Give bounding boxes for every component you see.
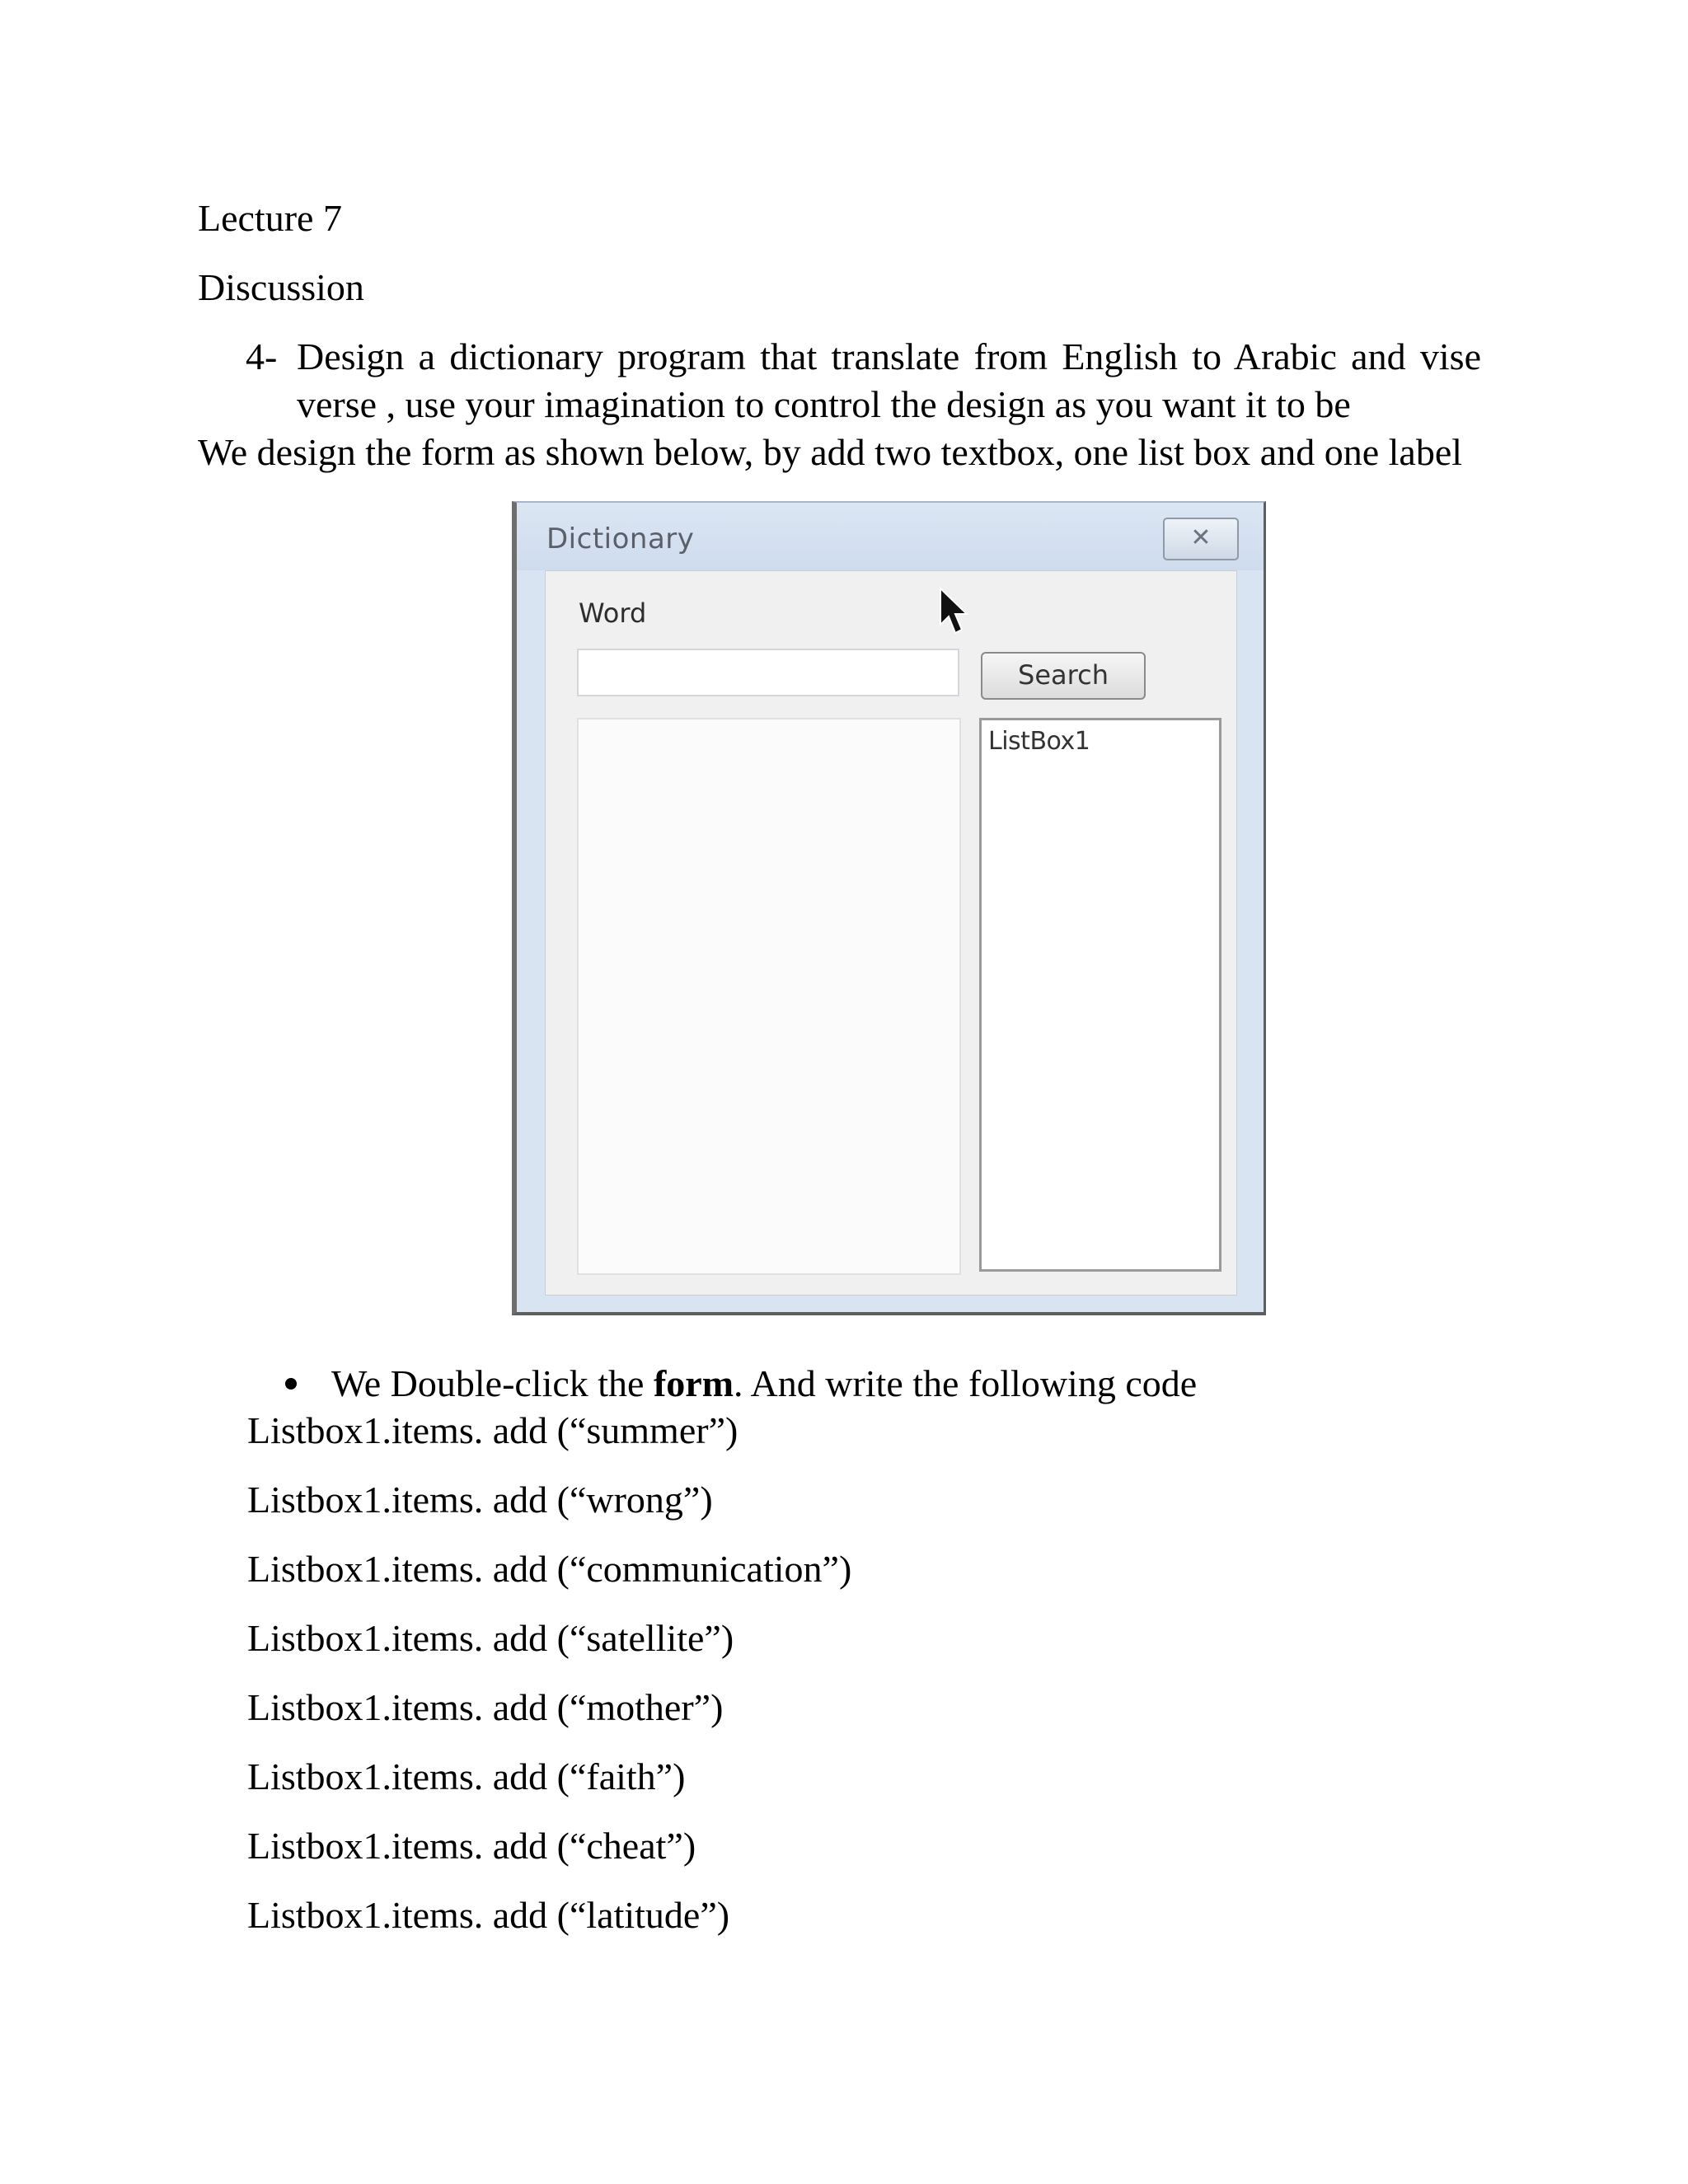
bullet-prefix: We Double-click the	[331, 1362, 654, 1404]
code-line: Listbox1.items. add (“communication”)	[247, 1548, 852, 1590]
dictionary-form-screenshot	[512, 501, 1266, 1315]
bullet-line	[331, 1360, 1197, 1408]
word-input[interactable]	[577, 649, 959, 696]
question-line-1: Design a dictionary program that translate from English to Arabic and vise	[297, 335, 1481, 377]
code-line: Listbox1.items. add (“faith”)	[247, 1755, 686, 1797]
code-line: Listbox1.items. add (“satellite”)	[247, 1617, 734, 1659]
code-line: Listbox1.items. add (“mother”)	[247, 1686, 724, 1728]
code-line: Listbox1.items. add (“summer”)	[247, 1409, 738, 1451]
listbox-label: ListBox1	[988, 727, 1090, 756]
bullet-icon	[285, 1378, 297, 1390]
mouse-pointer-icon	[937, 587, 970, 636]
close-button[interactable]	[1163, 518, 1239, 560]
code-line: Listbox1.items. add (“latitude”)	[247, 1894, 730, 1936]
bullet-bold: form	[653, 1362, 734, 1404]
question-number: 4-	[246, 335, 278, 377]
form-title: Dictionary	[546, 523, 695, 555]
code-line: Listbox1.items. add (“cheat”)	[247, 1825, 696, 1867]
intro-paragraph: We design the form as shown below, by add two textbox, one list box and one label	[198, 431, 1463, 473]
word-label: Word	[579, 598, 647, 629]
bullet-suffix: . And write the following code	[734, 1362, 1198, 1404]
listbox1[interactable]	[979, 718, 1221, 1272]
question-line-2: verse , use your imagination to control the design as you want it to be	[297, 383, 1351, 425]
meaning-textbox[interactable]	[577, 718, 961, 1275]
section-title: Discussion	[198, 266, 364, 308]
lecture-title: Lecture 7	[198, 197, 342, 239]
search-button[interactable]: Search	[981, 652, 1146, 700]
close-icon: ✕	[1190, 523, 1212, 552]
code-line: Listbox1.items. add (“wrong”)	[247, 1479, 713, 1521]
form-titlebar	[517, 503, 1264, 570]
form-client-area	[545, 570, 1237, 1296]
